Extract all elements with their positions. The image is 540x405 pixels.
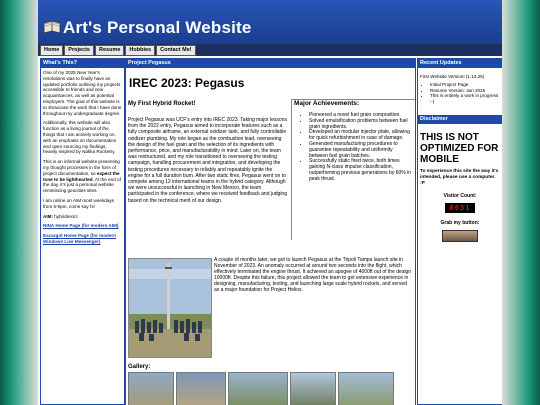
about-paragraph-2-text: Additionally, this website will also function as a living journal of the things that I am actively working on, with an emphasis on documentation and open sourcing my findings, heavily inspired by Nakka Rocketry. [43,120,117,155]
book-icon [43,19,61,35]
update-item: • This is entirely a work in progress :-) [430,93,500,105]
nav-resume[interactable]: Resume [95,45,124,56]
visitor-count-label: Visitor Count: [443,193,477,200]
updates-heading: Recent Updates [418,59,502,68]
gallery-image[interactable] [128,372,174,405]
project-heading: Project Pegasus [126,59,415,68]
about-p3-c: . At the end of the day, it's just a personal website reminiscing geocities sites. [43,176,121,194]
about-paragraph-3 [43,159,122,194]
achievement-item: • Successfully static fired twice, both times gaining N-class impulse classification, outperforming previous generations by 60% in peak thrust. [309,159,412,182]
disclaimer-heading: Disclaimer [418,115,502,124]
site-button-badge[interactable] [442,230,478,242]
mobile-warning: THIS IS NOT OPTIMIZED FOR MOBILE [420,131,499,165]
header [38,0,502,44]
escargot-link[interactable]: Escargot Home Page (for modern Windows Live Messenger) [43,233,117,244]
achievement-item: • Solved emulsification problems between fuel grain ingredients. [309,119,412,131]
about-paragraph-2 [43,120,122,155]
version-text: First Website Version! (1.14.25) [420,74,485,79]
gallery [128,372,394,405]
gallery-image[interactable] [338,372,394,405]
achievements-title: Major Achievements: [294,100,360,107]
achievement-item: • Generated manufacturing procedures to guarantee repeatability and uniformity between fuel grain batches. [309,142,412,159]
gallery-image[interactable] [228,372,288,405]
right-sidebar [417,58,502,405]
about-p3-bold: expect the tone to be lighthearted [43,170,120,182]
whats-this-heading: What's This? [41,59,124,68]
achievements-box [291,99,415,240]
about-paragraph-1: One of my 2025 New Year's resolutions was to finally have an updated portfolio outlining my projects accessible to friends and new acquaintances, as well as potential employers. The goal of this website is to showcase the work that I have done throughout my undergraduate degree. [43,70,122,116]
launch-photo-image [129,259,211,357]
nav-hobbies[interactable]: Hobbies [125,45,155,56]
updates-list [420,82,500,105]
mobile-warning-sub: To experience this site the way it's intended, please use a computer. :P [420,168,499,186]
intro-paragraph: Project Pegasus was UCF's entry into IREC 2023. Taking major lessons from the 2022 entry, Pegasus aimed to incorporate features such as a fully composite airframe, an external oxidizer tank, and fully controllable oxidizer plumbing. My role began as the combustion lead, overseeing the design of the fuel grain and the selection of its ingredients with performance, price, and manufacturability in mind. Later on, the team was restructured, and my role transitioned to overseeing the testing campaign, handling procurement and integration, and developing the testing procedures necessary to reliably and repeatably ignite the engine for a full duration burn. After two static fires, Pegasus went on to compete among 12 international teams in the hybrid category. Although we were unsuccessful in launching in New Mexico, the team participated in the conference, where we received feedback and judging based on the technical merit of our design. [128,117,287,204]
nav-menu [40,45,197,56]
visitor-counter: 0031 [445,203,475,213]
launch-paragraph: A couple of months later, we got to launch Pegasus at the Tripoli Tampa launch site in November of 2023. An anomaly occurred at around two seconds into the flight, which effectively terminated the engine thrust. It achieved an apogee of 4000ft out of the design 10000ft. Despite this failure, this project allowed the team to get extensive experience in designing, manufacturing, testing, and launching large scale hybrid rockets, and served as a major foundation for Project Helios. [214,257,411,294]
achievement-item: • Developed an modular injector plate, allowing for quick refurbishment in case of damage. [309,130,412,142]
nina-link[interactable]: NINA Home Page (for modern AIM) [43,223,119,229]
site-title: Art's Personal Website [63,18,252,37]
gallery-image[interactable] [176,372,226,405]
aim-label: AIM: [43,213,53,219]
grab-button-label: Grab my button: [440,220,480,227]
subtitle: My First Hybrid Rocket! [128,101,196,107]
aim-availability: I am online on AIM most weekdays from 5-9pm, come say hi! [43,197,114,209]
achievement-item: • Pioneered a novel fuel grain composition. [309,113,412,119]
about-p3-a: This is an informal website presenting my thought processes in the form of project documentation, so [43,159,120,176]
nav-projects[interactable]: Projects [64,45,94,56]
update-item: • Resume Version: Jan 2025 [430,88,500,94]
launch-photo [128,258,212,358]
aim-handle [43,214,122,220]
gallery-image[interactable] [290,372,336,405]
update-item: • Initial Project Page [430,82,500,88]
aim-value: hybridrecirc [54,213,78,219]
page-title: IREC 2023: Pegasus [129,76,245,90]
page [38,0,502,405]
nav-contact[interactable]: Contact Me! [156,45,195,56]
left-sidebar [40,58,125,405]
gallery-label: Gallery: [128,364,151,370]
main-content [125,58,416,405]
achievements-list [294,113,412,183]
nav-home[interactable]: Home [40,45,63,56]
